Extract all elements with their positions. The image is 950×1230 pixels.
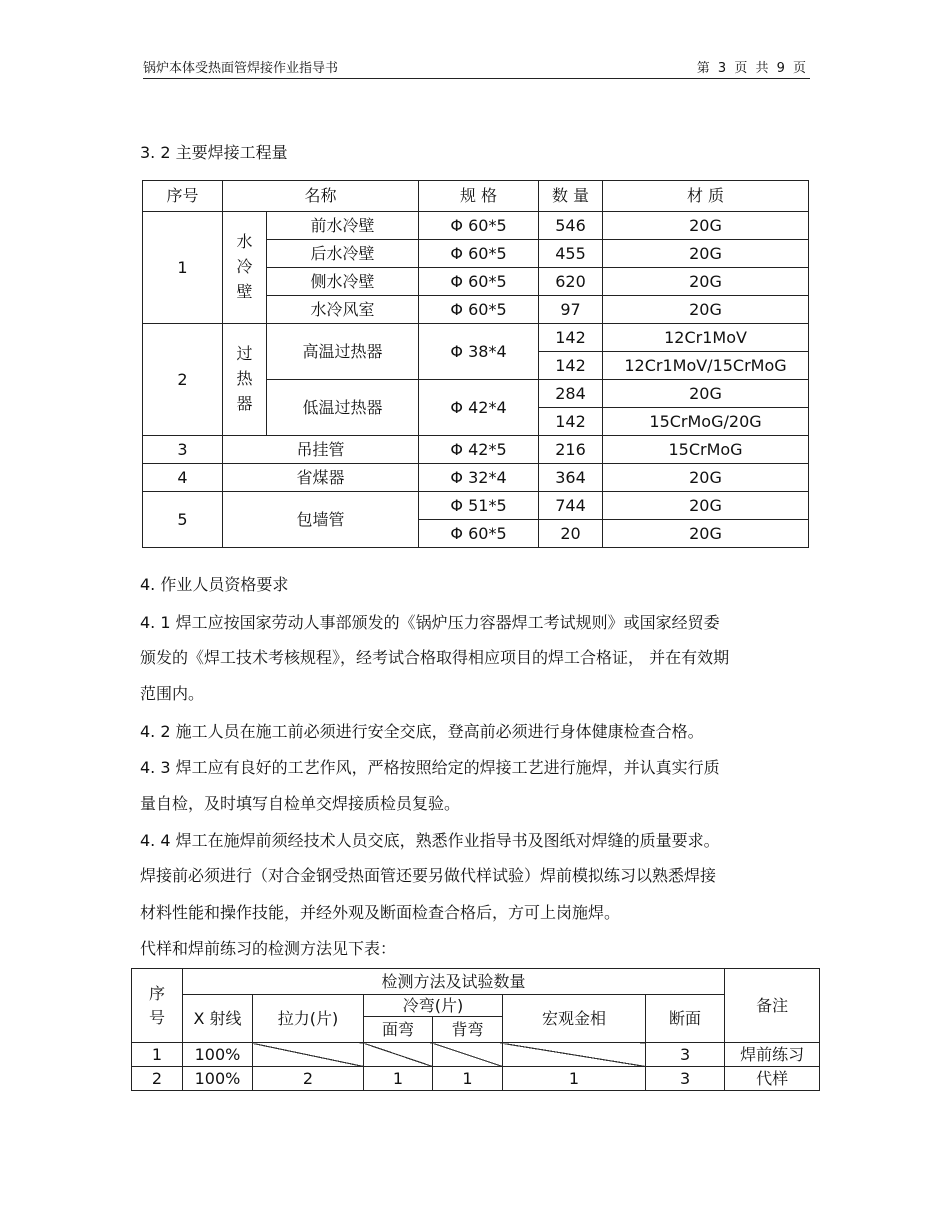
section-value: 3 — [646, 1043, 725, 1067]
item-qty: 364 — [539, 464, 603, 492]
paragraph-4-1-line1: 4. 1 焊工应按国家劳动人事部颁发的《锅炉压力容器焊工考试规则》或国家经贸委 — [140, 613, 720, 632]
table-row — [143, 436, 809, 464]
item-qty: 142 — [539, 408, 603, 436]
table-row — [143, 324, 809, 352]
table-row — [143, 464, 809, 492]
header-cell: 数 量 — [539, 181, 603, 212]
paragraph-4-3-line2: 量自检，及时填写自检单交焊接质检员复验。 — [140, 794, 461, 813]
item-name: 水冷风室 — [267, 296, 419, 324]
paragraph-4-3-line1: 4. 3 焊工应有良好的工艺作风，严格按照给定的焊接工艺进行施焊，并认真实行质 — [140, 758, 720, 777]
macro-value: 1 — [503, 1067, 646, 1091]
item-material: 20G — [603, 240, 809, 268]
item-material: 20G — [603, 268, 809, 296]
table-row — [132, 1067, 820, 1091]
item-qty: 142 — [539, 352, 603, 380]
tensile-value: 2 — [253, 1067, 364, 1091]
item-material: 20G — [603, 492, 809, 520]
item-name: 包墙管 — [223, 492, 419, 548]
item-material: 15CrMoG/20G — [603, 408, 809, 436]
paragraph-4-1-line2: 颁发的《焊工技术考核规程》，经考试合格取得相应项目的焊工合格证， 并在有效期 — [140, 648, 730, 667]
header-text: 序号 — [149, 984, 166, 1027]
header-cell: 序号 — [143, 181, 223, 212]
group-label — [223, 324, 267, 436]
item-material: 20G — [603, 296, 809, 324]
item-qty: 284 — [539, 380, 603, 408]
table-row — [132, 1043, 820, 1067]
item-spec: Φ 32*4 — [419, 464, 539, 492]
item-spec: Φ 51*5 — [419, 492, 539, 520]
item-spec: Φ 60*5 — [419, 296, 539, 324]
item-spec: Φ 60*5 — [419, 268, 539, 296]
item-qty: 97 — [539, 296, 603, 324]
table-row — [143, 212, 809, 240]
item-material: 20G — [603, 212, 809, 240]
item-qty: 620 — [539, 268, 603, 296]
table-header-row — [132, 995, 820, 1017]
paragraph-4-4-line3: 材料性能和操作技能，并经外观及断面检查合格后，方可上岗施焊。 — [140, 903, 621, 922]
item-name: 高温过热器 — [267, 324, 419, 380]
item-qty: 546 — [539, 212, 603, 240]
header-cell: 名称 — [223, 181, 419, 212]
header-cell-back-bend: 背弯 — [433, 1017, 503, 1043]
table-row — [143, 492, 809, 520]
paragraph-4-4-line2: 焊接前必须进行（对合金钢受热面管还要另做代样试验）焊前模拟练习以熟悉焊接 — [140, 866, 717, 885]
header-cell-face-bend: 面弯 — [364, 1017, 433, 1043]
header-cell-xray: X 射线 — [183, 995, 253, 1043]
paragraph-4-4-line4: 代样和焊前练习的检测方法见下表： — [140, 939, 397, 958]
group-label-text: 水冷壁 — [236, 232, 253, 301]
item-spec: Φ 38*4 — [419, 324, 539, 380]
page-header — [143, 54, 810, 79]
item-material: 12Cr1MoV/15CrMoG — [603, 352, 809, 380]
section-heading-3-2: 3. 2 主要焊接工程量 — [140, 143, 288, 162]
welding-quantity-table — [142, 180, 809, 548]
header-cell-note: 备注 — [725, 969, 820, 1043]
row-number: 2 — [143, 324, 223, 436]
item-name: 侧水冷壁 — [267, 268, 419, 296]
group-label-text: 过热器 — [236, 344, 253, 413]
face-bend-value: 1 — [364, 1067, 433, 1091]
group-label — [223, 212, 267, 324]
inspection-method-table — [131, 968, 820, 1091]
header-cell-section: 断面 — [646, 995, 725, 1043]
item-name: 后水冷壁 — [267, 240, 419, 268]
paragraph-4-1-line3: 范围内。 — [140, 684, 205, 703]
section-heading-4: 4. 作业人员资格要求 — [140, 575, 289, 594]
header-cell-macro: 宏观金相 — [503, 995, 646, 1043]
header-cell-bend: 冷弯(片) — [364, 995, 503, 1017]
table-header-row — [143, 181, 809, 212]
item-spec: Φ 60*5 — [419, 240, 539, 268]
table-header-row — [132, 969, 820, 995]
header-cell-no — [132, 969, 183, 1043]
item-spec: Φ 60*5 — [419, 520, 539, 548]
header-cell-group: 检测方法及试验数量 — [183, 969, 725, 995]
row-number: 2 — [132, 1067, 183, 1091]
item-spec: Φ 42*5 — [419, 436, 539, 464]
xray-value: 100% — [183, 1043, 253, 1067]
header-cell-tensile: 拉力(片) — [253, 995, 364, 1043]
item-spec: Φ 60*5 — [419, 212, 539, 240]
item-qty: 216 — [539, 436, 603, 464]
item-material: 20G — [603, 380, 809, 408]
item-name: 低温过热器 — [267, 380, 419, 436]
item-qty: 744 — [539, 492, 603, 520]
note-value: 代样 — [725, 1067, 820, 1091]
row-number: 1 — [132, 1043, 183, 1067]
note-value: 焊前练习 — [725, 1043, 820, 1067]
row-number: 1 — [143, 212, 223, 324]
face-bend-value — [364, 1043, 433, 1067]
item-qty: 142 — [539, 324, 603, 352]
item-material: 12Cr1MoV — [603, 324, 809, 352]
header-cell: 规 格 — [419, 181, 539, 212]
item-name: 吊挂管 — [223, 436, 419, 464]
header-cell: 材 质 — [603, 181, 809, 212]
item-qty: 455 — [539, 240, 603, 268]
macro-value — [503, 1043, 646, 1067]
paragraph-4-2: 4. 2 施工人员在施工前必须进行安全交底，登高前必须进行身体健康检查合格。 — [140, 722, 704, 741]
section-value: 3 — [646, 1067, 725, 1091]
item-qty: 20 — [539, 520, 603, 548]
paragraph-4-4-line1: 4. 4 焊工在施焊前须经技术人员交底，熟悉作业指导书及图纸对焊缝的质量要求。 — [140, 831, 720, 850]
row-number: 4 — [143, 464, 223, 492]
document-title: 锅炉本体受热面管焊接作业指导书 — [143, 61, 339, 76]
item-spec: Φ 42*4 — [419, 380, 539, 436]
item-name: 省煤器 — [223, 464, 419, 492]
item-material: 20G — [603, 464, 809, 492]
item-material: 15CrMoG — [603, 436, 809, 464]
row-number: 3 — [143, 436, 223, 464]
item-name: 前水冷壁 — [267, 212, 419, 240]
item-material: 20G — [603, 520, 809, 548]
xray-value: 100% — [183, 1067, 253, 1091]
back-bend-value: 1 — [433, 1067, 503, 1091]
page-number: 第 3 页 共 9 页 — [696, 61, 806, 76]
tensile-value — [253, 1043, 364, 1067]
back-bend-value — [433, 1043, 503, 1067]
row-number: 5 — [143, 492, 223, 548]
